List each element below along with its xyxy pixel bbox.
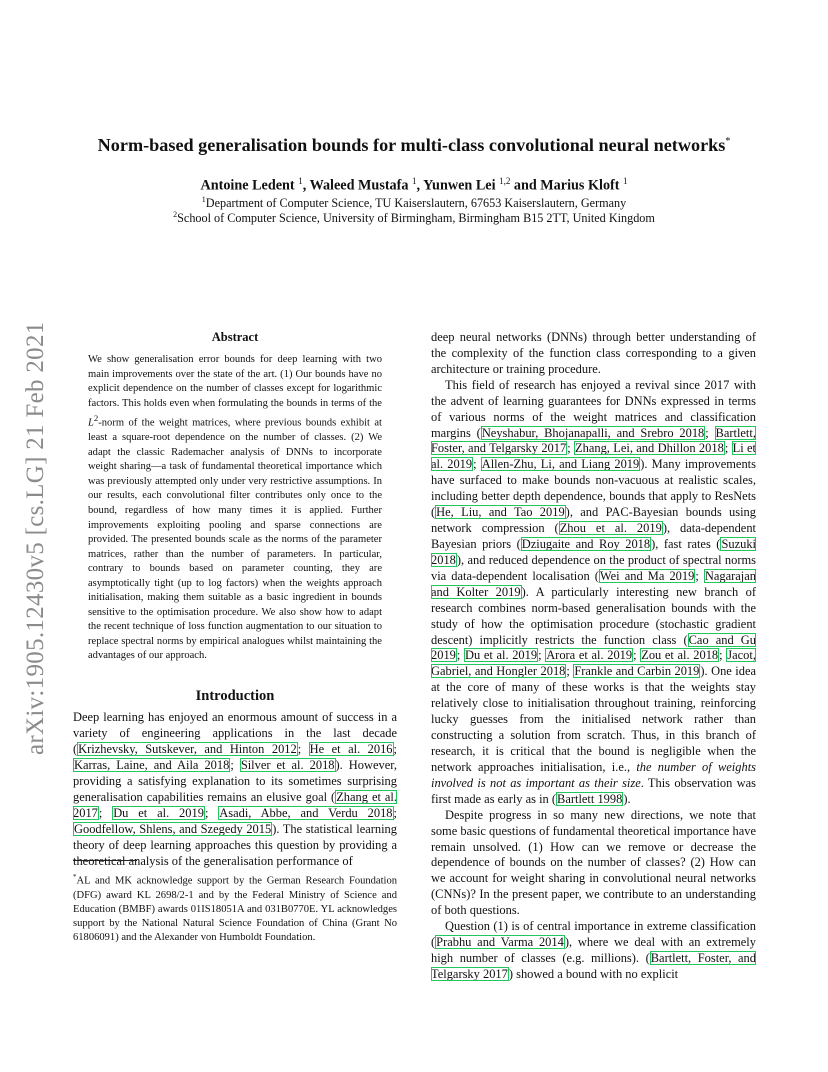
citation-link[interactable]: Bartlett, Foster, and Telgarsky 2017 [431, 425, 756, 456]
affiliation-2-text: School of Computer Science, University of Birmingham, Birmingham B15 2TT, United Kingdom [177, 211, 655, 226]
author-4: Marius Kloft [540, 177, 620, 194]
citation-link[interactable]: Nagarajan and Kolter 2019 [431, 568, 756, 599]
paragraph-text: ). A particularly interesting new branch of research combines norm-based generalisation bounds with the study of how the optimisation procedure (stochastic gradient descent) implicitly restricts the function class ( [431, 584, 757, 647]
paragraph-text: ), where we deal with an extremely high number of classes (e.g. millions). ( [431, 935, 756, 965]
paragraph-text: ; [538, 648, 546, 663]
paragraph-text: ). [623, 791, 631, 806]
citation-link[interactable]: Bartlett 1998 [557, 791, 623, 806]
citation-link[interactable]: Jacot, Gabriel, and Hongler 2018 [431, 648, 756, 679]
citation-link[interactable]: He, Liu, and Tao 2019 [436, 505, 565, 520]
citation-link[interactable]: He et al. 2016 [309, 741, 393, 756]
citation-link[interactable]: Zhou et al. 2019 [559, 521, 662, 536]
citation-link[interactable]: Krizhevsky, Sutskever, and Hinton 2012 [78, 741, 297, 756]
author-2: Waleed Mustafa [309, 177, 409, 194]
intro-text: ; [297, 741, 309, 756]
author-4-affil: 1 [623, 176, 628, 186]
paragraph-text: ; [473, 457, 481, 472]
abstract-text: -norm of the weight matrices, where previous bounds exhibit at least a square-root dependence on the number of classes. (2) We adapt the classic Rademacher analysis of DNNs to incorporate weight sharing—a task of fundamental theoretical importance which was previously attempted only under very restrictive assumptions. In our results, each convolutional filter contributes only once to the bound, regardless of how many times it is applied. Further improvements exploiting pooling and sparse connections are provided. The presented bounds scale as the norms of the parameter matrices, rather than the number of parameters. In particular, contrary to bounds based on parameter counting, they are asymptotically tight (up to log factors) when the weights approach initialisation, making them suitable as a basic ingredient in bounds sensitive to the optimisation procedure. We also show how to adapt the recent technique of loss function augmentation to our situation to replace spectral norms by empirical analogues whilst maintaining the advantages of our approach. [88, 417, 382, 662]
paragraph-text: deep neural networks (DNNs) through better understanding of the complexity of the function class corresponding to a given architecture or training procedure. [431, 330, 756, 376]
abstract-body [88, 353, 382, 664]
introduction-heading: Introduction [195, 688, 275, 704]
paragraph-text: ; [724, 441, 732, 456]
intro-text: Deep learning has enjoyed an enormous amount of success in a variety of engineering applications in the last decade ( [73, 710, 397, 756]
footnote-mark: * [73, 873, 77, 881]
paragraph [431, 378, 756, 808]
title-footnote-mark[interactable]: * [725, 136, 731, 147]
paragraph-text: ; [633, 648, 641, 663]
intro-text: ; [230, 757, 240, 772]
paragraph-text: This field of research has enjoyed a revival since 2017 with the advent of learning guarantees for DNNs expressed in terms of various norms of the weight matrices and classification margins ( [431, 377, 756, 440]
paragraph-text: ; [695, 568, 704, 583]
paragraph [431, 919, 756, 983]
paragraph-text: ; [456, 648, 464, 663]
intro-text: ; [98, 805, 113, 820]
citation-link[interactable]: Bartlett, Foster, and Telgarsky 2017 [431, 950, 756, 981]
citation-link[interactable]: Neyshabur, Bhojanapalli, and Srebro 2018 [481, 425, 705, 440]
citation-link[interactable]: Dziugaite and Roy 2018 [521, 536, 651, 551]
footnote-text: AL and MK acknowledge support by the German Research Foundation (DFG) award KL 2698/2-1 and by the Federal Ministry of Science and Education (BMBF) awards 01IS18051A and 031B0770E. YL acknowledges support by the National Natural Science Foundation of China (Grant No 61806091) and the Alexander von Humboldt Foundation. [73, 875, 397, 944]
citation-link[interactable]: Du et al. 2019 [464, 648, 538, 663]
abstract-math: L [88, 417, 94, 429]
affiliation-2 [40, 207, 788, 226]
paper-title [40, 131, 788, 156]
paragraph-text: ; [567, 441, 575, 456]
paragraph-text: Question (1) is of central importance in extreme classification ( [431, 919, 756, 950]
paragraph-text: ) showed a bound with no explicit [508, 966, 679, 981]
citation-link[interactable]: Zhang et al. 2017 [73, 789, 397, 820]
citation-link[interactable]: Asadi, Abbe, and Verdu 2018 [219, 805, 393, 820]
right-column-body [431, 330, 756, 983]
citation-link[interactable]: Li et al. 2019 [431, 441, 756, 472]
citation-link[interactable]: Zhang, Lei, and Dhillon 2018 [575, 441, 724, 456]
intro-text: ; [393, 741, 397, 756]
paragraph [431, 808, 756, 919]
citation-link[interactable]: Allen-Zhu, Li, and Liang 2019 [481, 457, 640, 472]
paragraph-text: Despite progress in so many new directions, we note that some basic questions of fundamental theoretical importance have remain unsolved. (1) How can we remove or decrease the dependence of bounds on the number of classes? (2) How can we account for weight sharing in convolutional neural networks (CNNs)? In the present paper, we contribute to an understanding of both questions. [431, 807, 756, 918]
arxiv-identifier[interactable]: arXiv:1905.12430v5 [cs.LG] 21 Feb 2021 [22, 321, 49, 755]
intro-text: ; [393, 805, 397, 820]
citation-link[interactable]: Du et al. 2019 [113, 805, 204, 820]
author-3: Yunwen Lei [423, 177, 496, 194]
affiliation-2-mark: 2 [173, 210, 178, 219]
citation-link[interactable]: Arora et al. 2019 [546, 648, 633, 663]
citation-link[interactable]: Frankle and Carbin 2019 [574, 664, 700, 679]
citation-link[interactable]: Prabhu and Varma 2014 [436, 935, 564, 950]
paragraph-text: ), and PAC-Bayesian bounds using network compression ( [431, 505, 756, 536]
paragraph-text: ), data-dependent Bayesian priors ( [431, 521, 756, 551]
citation-link[interactable]: Wei and Ma 2019 [599, 568, 695, 583]
citation-link[interactable]: Karras, Laine, and Aila 2018 [74, 757, 230, 772]
introduction-body [73, 710, 397, 870]
paragraph-text: ), and reduced dependence on the product of spectral norms via data-dependent localisation ( [431, 552, 756, 583]
citation-link[interactable]: Suzuki 2018 [431, 536, 756, 567]
emphasis-text: the number of weights involved is not as important as their size [431, 759, 756, 790]
citation-link[interactable]: Silver et al. 2018 [240, 757, 335, 772]
footnote [73, 870, 397, 946]
intro-text: ). The statistical learning theory of deep learning approaches this question by providing a theoretical analysis of the generalisation performance of [73, 821, 397, 868]
author-3-affil: 1,2 [499, 176, 511, 186]
abstract-math-sup: 2 [93, 413, 99, 424]
author-2-affil: 1 [412, 176, 417, 186]
title-text: Norm-based generalisation bounds for multi-class convolutional neural networks [97, 135, 726, 156]
citation-link[interactable]: Zou et al. 2018 [641, 648, 719, 663]
abstract-heading: Abstract [211, 330, 259, 344]
paragraph [431, 330, 756, 378]
affiliation-1-mark: 1 [201, 195, 206, 204]
author-1: Antoine Ledent [200, 177, 295, 194]
paragraph-text: ). One idea at the core of many of these works is that the weights stay relatively close to initialisation throughout training, reinforcing lucky guesses from the initialised network rather than constructing a solution from scratch. Thus, in this branch of research, it is critical that the bound is negligible when the network approaches initialisation, i.e., [431, 664, 756, 774]
author-list: Antoine Ledent $^1$, Waleed Mustafa $^1$, Yunwen Lei $^{1,2}$ and Marius Kloft $^1$ [200, 176, 628, 194]
author-1-affil: 1 [298, 176, 303, 186]
paragraph-text: . This observation was first made as early as in ( [431, 775, 756, 806]
intro-text: ). However, providing a satisfying explanation to its sometimes surprising generalisation capabilities remains an elusive goal ( [73, 757, 397, 804]
paragraph-text: ; [566, 664, 574, 679]
citation-link[interactable]: Goodfellow, Shlens, and Szegedy 2015 [74, 821, 272, 836]
citation-link[interactable]: Cao and Gu 2019 [431, 632, 756, 663]
paragraph-text: ; [705, 425, 715, 440]
abstract-text: We show generalisation error bounds for deep learning with two main improvements over the state of the art. (1) Our bounds have no explicit dependence on the number of classes except for logarithmic factors. This holds even when formulating the bounds in terms of the [88, 354, 382, 409]
affiliation-1-text: Department of Computer Science, TU Kaiserslautern, 67653 Kaiserslautern, Germany [205, 196, 627, 211]
paragraph-text: ), fast rates ( [651, 536, 721, 551]
paragraph-text: ; [719, 648, 727, 663]
paragraph-text: ). Many improvements have surfaced to make bounds non-vacuous at realistic scales, including better depth dependence, bounds that apply to ResNets ( [431, 457, 756, 520]
footnote-rule [73, 860, 137, 861]
intro-text: ; [204, 805, 219, 820]
